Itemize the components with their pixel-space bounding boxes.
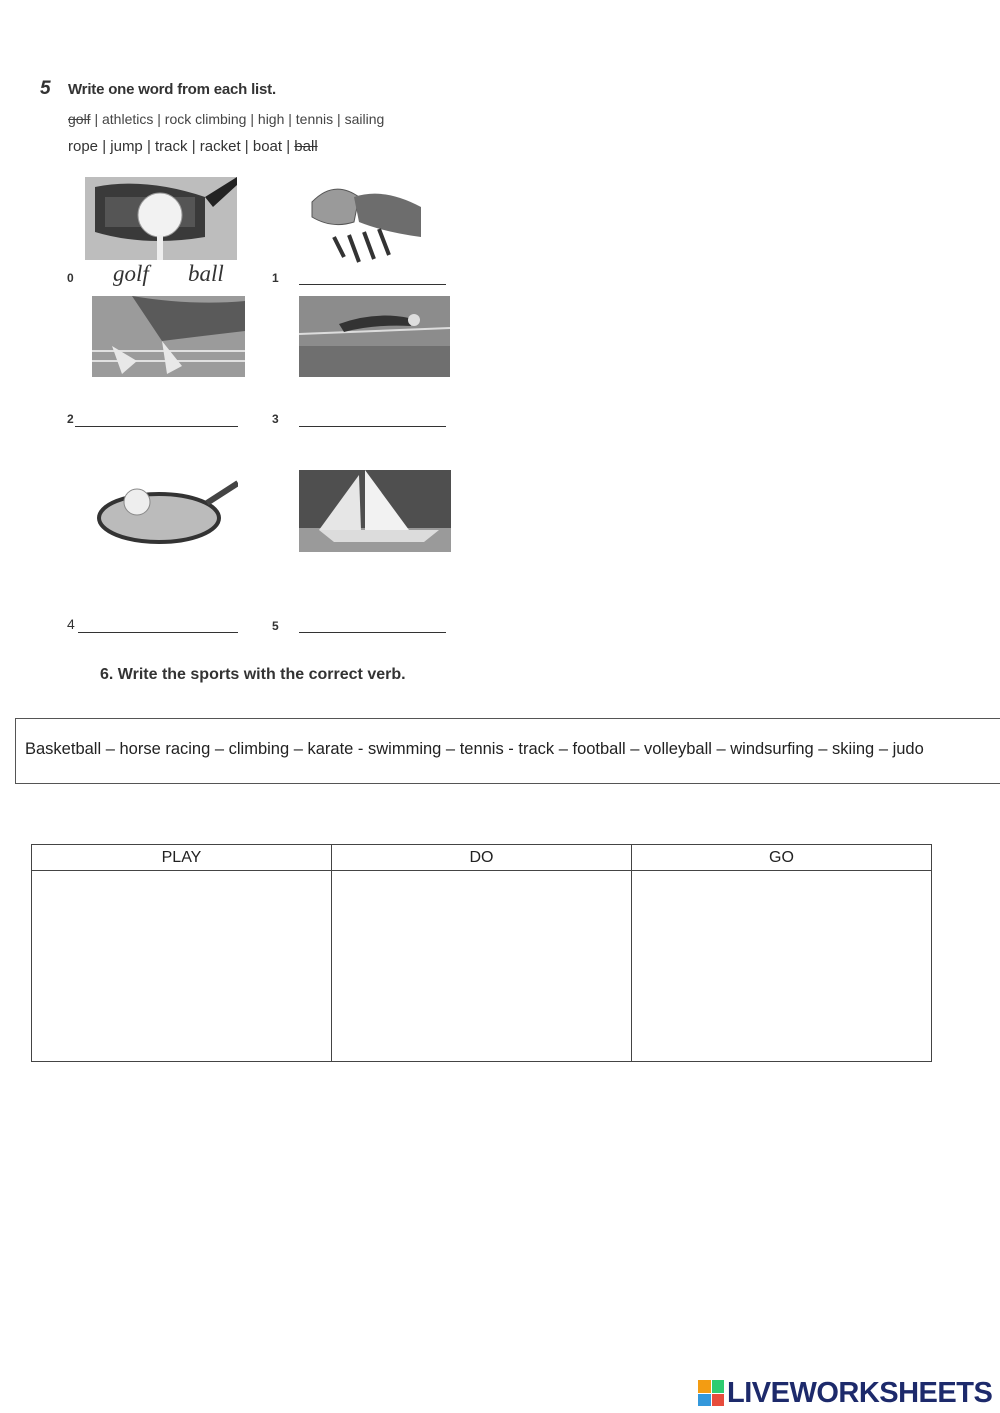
go-answer-cell[interactable]	[632, 871, 932, 1062]
logo-text: LIVEWORKSHEETS	[727, 1376, 993, 1409]
item-number: 5	[272, 619, 279, 633]
list1-word: rock climbing	[164, 111, 247, 127]
exercise-5-title: Write one word from each list.	[68, 81, 276, 98]
item-number: 0	[67, 271, 74, 285]
list2-word: jump	[110, 138, 143, 155]
example-answer-word-2: ball	[188, 261, 224, 286]
column-header-play: PLAY	[32, 845, 332, 871]
high-jump-photo	[299, 296, 450, 377]
track-start-photo	[92, 296, 245, 377]
word-list-1: golf | athletics | rock climbing | high | tennis | sailing	[68, 111, 385, 127]
answer-line-4[interactable]	[78, 632, 238, 633]
tennis-racket-photo	[97, 478, 238, 545]
liveworksheets-logo	[698, 1376, 992, 1410]
play-answer-cell[interactable]	[32, 871, 332, 1062]
item-number: 3	[272, 412, 279, 426]
logo-squares-icon	[698, 1380, 724, 1406]
do-answer-cell[interactable]	[332, 871, 632, 1062]
exercise-5-number: 5	[40, 78, 51, 99]
list1-word: sailing	[344, 111, 385, 127]
word-list-2: rope | jump | track | racket | boat | ball	[68, 138, 318, 155]
answer-line-1[interactable]	[299, 284, 446, 285]
golf-ball-photo	[85, 177, 237, 260]
answer-line-5[interactable]	[299, 632, 446, 633]
list1-word: tennis	[295, 111, 334, 127]
column-header-do: DO	[332, 845, 632, 871]
answer-line-3[interactable]	[299, 426, 446, 427]
item-number: 1	[272, 271, 279, 285]
item-number: 2	[67, 412, 74, 426]
word-box: Basketball – horse racing – climbing – karate - swimming – tennis - track – football – volleyball – windsurfing – skiing – judo	[15, 718, 1000, 784]
column-header-go: GO	[632, 845, 932, 871]
list1-word: athletics	[102, 111, 154, 127]
example-answer-word-1: golf	[113, 261, 149, 286]
list2-word: rope	[68, 138, 99, 155]
list2-word: racket	[199, 138, 241, 155]
exercise-6-title: 6. Write the sports with the correct verb.	[100, 666, 406, 683]
verb-table	[31, 844, 932, 1062]
list1-word: golf	[68, 111, 91, 127]
list2-word: ball	[294, 138, 318, 155]
list2-word: track	[155, 138, 188, 155]
climbing-gear-photo	[304, 177, 421, 269]
sailing-boat-photo	[299, 470, 451, 552]
list2-word: boat	[252, 138, 283, 155]
list1-word: high	[257, 111, 285, 127]
answer-line-2[interactable]	[75, 426, 238, 427]
item-number: 4	[67, 616, 75, 632]
